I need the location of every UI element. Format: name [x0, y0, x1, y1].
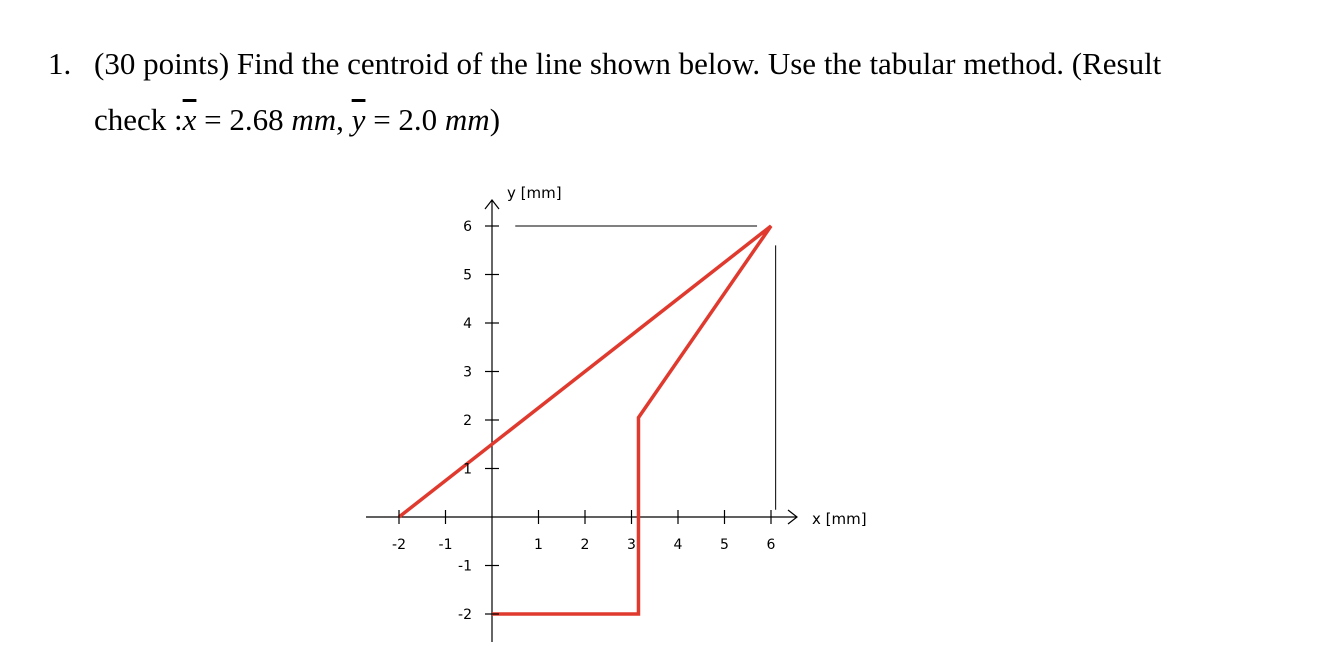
problem-text: (30 points) Find the centroid of the line shown below. Use the tabular method. (Result	[94, 46, 1162, 81]
x-bar-symbol: $\overline{x}$	[182, 102, 197, 137]
x-tick-label: 5	[720, 537, 729, 553]
y-tick-label: 5	[463, 267, 472, 284]
y-bar-value: = 2.0	[365, 102, 445, 137]
x-bar-value: = 2.68	[196, 102, 292, 137]
y-tick-label: 3	[463, 364, 472, 381]
x-tick-label: -1	[438, 537, 453, 553]
guide-lines	[515, 226, 775, 510]
composite-line	[399, 226, 771, 614]
check-close: )	[489, 102, 501, 137]
y-tick-label: 1	[463, 461, 472, 478]
check-prefix: check :	[94, 102, 183, 137]
x-tick-label: 2	[580, 537, 590, 553]
y-tick-label: 6	[463, 219, 472, 235]
problem-number: 1.	[48, 46, 72, 81]
y-bar-unit: mm	[444, 102, 490, 137]
axes	[366, 200, 797, 642]
x-tick-label: 1	[534, 537, 543, 553]
y-tick-label: -1	[458, 558, 472, 575]
x-bar-unit: mm	[291, 102, 337, 137]
y-bar-symbol: $\overline{y}$	[351, 102, 366, 137]
check-separator: ,	[336, 102, 352, 137]
y-tick-label: 2	[463, 413, 472, 429]
ticks	[392, 219, 776, 623]
y-axis-label: y [mm]	[507, 184, 562, 202]
y-tick-label: -2	[458, 607, 472, 623]
y-tick-label: 4	[463, 316, 472, 332]
x-tick-label: 4	[673, 537, 683, 553]
x-tick-label: 3	[627, 537, 636, 553]
x-tick-label: 6	[766, 537, 776, 553]
x-tick-label: -2	[392, 537, 406, 553]
x-axis-label: x [mm]	[812, 510, 867, 528]
